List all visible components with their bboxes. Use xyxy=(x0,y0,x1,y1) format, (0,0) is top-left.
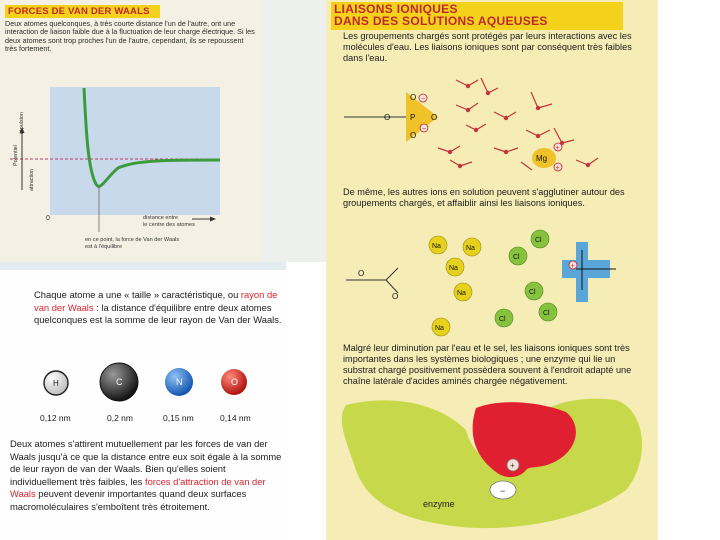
svg-text:Cl: Cl xyxy=(529,289,536,296)
phosphate-o-top: O xyxy=(410,93,417,102)
potential-curve xyxy=(84,88,220,186)
enzyme-substrate-diagram xyxy=(342,399,642,528)
x-axis-label-1: distance entre xyxy=(143,215,179,221)
x-axis-arrowhead xyxy=(210,217,216,222)
x-axis-label-2: le centre des atomes xyxy=(143,222,195,228)
magnesium-label: Mg xyxy=(536,154,548,163)
radius-highlight: rayon de van der Waals xyxy=(34,289,278,313)
origin-label: 0 xyxy=(46,215,50,222)
chloride-ions xyxy=(495,230,557,327)
equilibrium-note-2: est à l'équilibre xyxy=(85,244,123,250)
substrate-plus: + xyxy=(510,461,515,470)
ionic-diagrams xyxy=(326,0,658,540)
potential-curve-graph xyxy=(0,0,262,262)
y-axis-bottom-label: attraction xyxy=(29,168,35,191)
section-title: FORCES DE VAN DER WAALS xyxy=(8,6,150,17)
carboxyl-o-bottom: O xyxy=(392,292,399,301)
atom-radius-o: 0,14 nm xyxy=(220,413,251,423)
ammonium-group xyxy=(562,242,610,302)
atom-symbol-n: N xyxy=(176,377,183,387)
y-axis-title: Potentiel xyxy=(13,145,19,166)
phosphate-o-left: O xyxy=(384,113,391,122)
atom-symbol-o: O xyxy=(231,377,239,387)
ionic-title-line-2: DANS DES SOLUTIONS AQUEUSES xyxy=(334,14,548,28)
attraction-text-b: peuvent devenir importantes quand deux surfaces macromoléculaires s'emboîtent très étroitement. xyxy=(10,488,247,512)
intro-text: Deux atomes quelconques, à très courte distance l'un de l'autre, ont une interaction de liaison faible due à la fluctuation de leur charge électrique. Si les deux atomes sont trop proches l'un de l'autre, cependant, ils se repoussent très fortement. xyxy=(5,19,255,54)
svg-text:Na: Na xyxy=(466,245,475,252)
enzyme-minus: − xyxy=(500,486,506,496)
attraction-paragraph xyxy=(10,438,287,514)
phosphate-o-bottom: O xyxy=(410,131,417,140)
phosphate-o-right: O xyxy=(431,113,438,122)
ionic-paragraph-2: De même, les autres ions en solution peuvent s'agglutiner autour des groupements chargés, et affaiblir ainsi les liaisons ioniques. xyxy=(343,187,625,208)
attraction-highlight: forces d'attraction de van der Waals xyxy=(10,475,266,500)
atom-symbol-h: H xyxy=(53,379,59,388)
equilibrium-note-1: en ce point, la force de Van der Waals xyxy=(85,237,180,243)
radius-text-b: : la distance d'équilibre entre deux atomes quelconques est la somme de leur rayon de Van der Waals. xyxy=(34,301,282,326)
carboxyl-o-top: O xyxy=(358,269,365,278)
ammonium-plus: + xyxy=(570,263,575,270)
svg-text:Cl: Cl xyxy=(499,316,506,323)
water-molecules xyxy=(438,78,598,170)
ion-cluster-diagram xyxy=(346,230,616,336)
attraction-text-a: Deux atomes s'attirent mutuellement par les forces de van der Waals jusqu'à ce que la distance entre eux soit égale à la somme de leur rayon de van der Waals. Bien qu'elles soient individuellement très faibles, les xyxy=(10,438,282,487)
panel-divider xyxy=(0,262,286,270)
atom-radius-h: 0,12 nm xyxy=(40,413,71,423)
svg-text:Na: Na xyxy=(449,265,458,272)
svg-text:Cl: Cl xyxy=(543,310,550,317)
ionic-paragraph-3: Malgré leur diminution par l'eau et le sel, les liaisons ioniques sont très importantes dans les systèmes biologiques ; une enzyme qui lie un substrat chargé positivement possèdera souvent à l'endroit adapté une chaîne latérale d'acides aminés chargée négativement. xyxy=(343,343,632,386)
phosphate-minus-2: − xyxy=(421,96,426,103)
page-gutter xyxy=(262,0,326,262)
svg-text:Cl: Cl xyxy=(535,237,542,244)
svg-text:Na: Na xyxy=(457,290,466,297)
phosphate-p: P xyxy=(410,113,416,122)
phosphate-minus: − xyxy=(422,126,427,133)
radius-text-a: Chaque atome a une « taille » caractéristique, ou xyxy=(34,289,241,300)
y-axis-top-label: répulsion xyxy=(19,112,25,134)
ionic-paragraph-1: Les groupements chargés sont protégés par leurs interactions avec les molécules d'eau. Les liaisons ioniques sont par conséquent très faibles dans l'eau. xyxy=(343,31,632,63)
svg-text:Cl: Cl xyxy=(513,254,520,261)
mg-plus-2: + xyxy=(555,165,560,172)
hydration-diagram xyxy=(344,78,598,172)
atom-radius-c: 0,2 nm xyxy=(107,413,133,423)
mg-plus-1: + xyxy=(555,145,560,152)
ionic-title-line-1: LIAISONS IONIQUES xyxy=(334,2,458,16)
svg-text:Na: Na xyxy=(435,325,444,332)
svg-text:Na: Na xyxy=(432,243,441,250)
sodium-ions xyxy=(429,236,481,336)
radius-paragraph xyxy=(34,289,287,327)
atom-radii-row xyxy=(0,355,287,435)
enzyme-label: enzyme xyxy=(423,499,455,509)
atom-symbol-c: C xyxy=(116,377,123,387)
atom-radius-n: 0,15 nm xyxy=(163,413,194,423)
